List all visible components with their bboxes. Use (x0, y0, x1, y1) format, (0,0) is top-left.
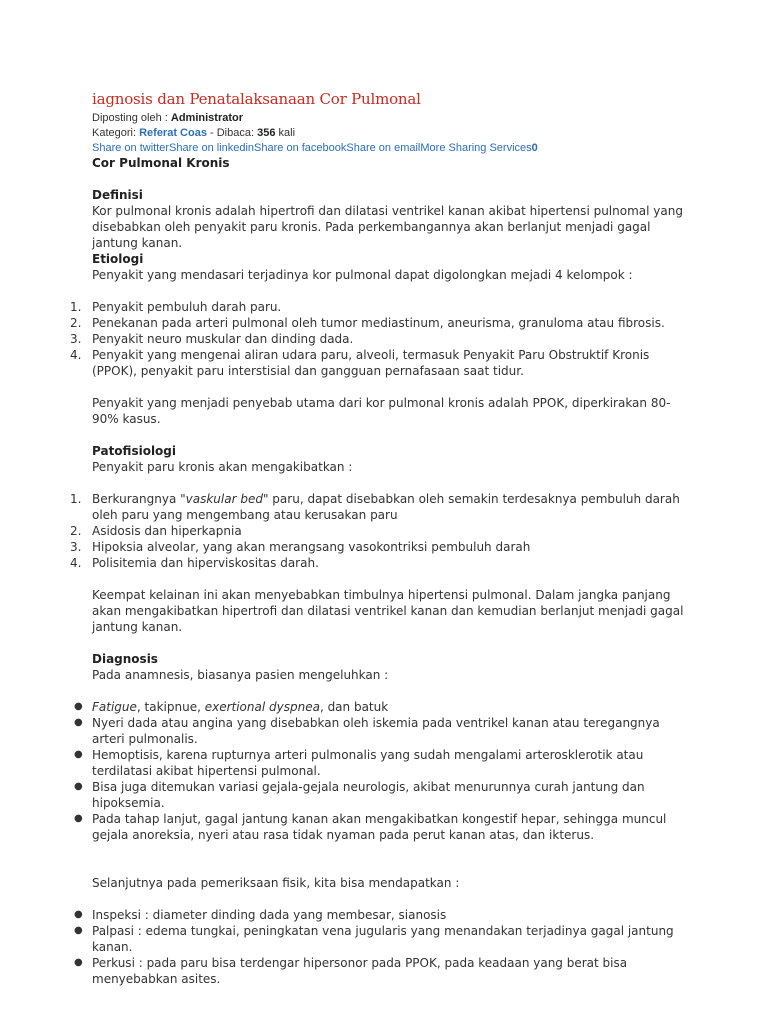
list-item (74, 811, 692, 843)
bullet-icon: ● (74, 909, 83, 920)
definisi-title: Definisi (92, 188, 143, 202)
etiologi-title: Etiologi (92, 252, 144, 266)
list-item-text: Polisitemia dan hiperviskositas darah. (92, 556, 319, 570)
list-item-text: Penyakit neuro muskular dan dinding dada. (92, 332, 354, 346)
diagnosis-title: Diagnosis (92, 652, 158, 666)
anamnesis-list (74, 699, 692, 843)
read-label: - Dibaca: (206, 127, 258, 139)
list-item (74, 747, 692, 779)
patofisiologi-closing: Keempat kelainan ini akan menyebabkan timbulnya hipertensi pulmonal. Dalam jangka panjang akan mengakibatkan hipertrofi dan dilatasi ventrikel kanan dan kemudian berlanjut menjadi gagal jantung kanan. (92, 588, 684, 634)
list-item-text: Perkusi : pada paru bisa terdengar hipersonor pada PPOK, pada keadaan yang berat bisa menyebabkan asites. (92, 956, 628, 986)
list-item (70, 523, 692, 539)
list-number: 2. (70, 524, 82, 538)
list-number: 2. (70, 316, 82, 330)
list-item-text: Hipoksia alveolar, yang akan merangsang vasokontriksi pembuluh darah (92, 540, 531, 554)
list-item-text: Inspeksi : diameter dinding dada yang membesar, sianosis (92, 908, 447, 922)
bullet-icon: ● (74, 925, 83, 936)
list-item (70, 299, 692, 315)
list-item (70, 539, 692, 555)
share-count: 0 (531, 142, 538, 154)
list-item-text: Nyeri dada atau angina yang disebabkan oleh iskemia pada ventrikel kanan atau teregangnya arteri pulmonalis. (92, 716, 660, 746)
list-item-text: Pada tahap lanjut, gagal jantung kanan akan mengakibatkan kongestif hepar, sehingga muncul gejala anoreksia, nyeri atau rasa tidak nyaman pada perut kanan atas, dan ikterus. (92, 812, 667, 842)
section-heading: Cor Pulmonal Kronis (92, 156, 230, 170)
patofisiologi-intro: Penyakit paru kronis akan mengakibatkan : (92, 460, 353, 474)
list-number: 1. (70, 492, 82, 506)
bullet-icon: ● (74, 749, 83, 760)
list-number: 1. (70, 300, 82, 314)
list-item (70, 491, 692, 523)
article-title: iagnosis dan Penatalaksanaan Cor Pulmonal (92, 90, 421, 108)
list-item (74, 715, 692, 747)
list-item-text: Palpasi : edema tungkai, peningkatan vena jugularis yang menandakan terjadinya gagal jantung kanan. (92, 924, 674, 954)
list-item-text: Bisa juga ditemukan variasi gejala-gejala neurologis, akibat menurunnya curah jantung dan hipoksemia. (92, 780, 645, 810)
fisik-intro: Selanjutnya pada pemeriksaan fisik, kita bisa mendapatkan : (92, 876, 460, 890)
bullet-icon: ● (74, 701, 83, 712)
list-item (70, 315, 692, 331)
diagnosis-intro: Pada anamnesis, biasanya pasien mengeluhkan : (92, 668, 389, 682)
read-count: 356 (257, 127, 276, 139)
list-number: 4. (70, 556, 82, 570)
list-item-text: Berkurangnya "vaskular bed" paru, dapat disebabkan oleh semakin terdesaknya pembuluh darah oleh paru yang mengembang atau kerusakan paru (92, 492, 680, 522)
list-item-text: Penyakit pembuluh darah paru. (92, 300, 282, 314)
definisi-text: Kor pulmonal kronis adalah hipertrofi dan dilatasi ventrikel kanan akibat hipertensi pulnomal yang disebabkan oleh penyakit paru kronis. Pada perkembangannya akan berlanjut menjadi gagal jantung kanan. (92, 204, 683, 250)
list-item (70, 347, 692, 379)
list-item-text: Penekanan pada arteri pulmonal oleh tumor mediastinum, aneurisma, granuloma atau fibrosis. (92, 316, 665, 330)
list-item (74, 907, 692, 923)
list-item-text: Hemoptisis, karena rupturnya arteri pulmonalis yang sudah mengalami arterosklerotik atau terdilatasi akibat hipertensi pulmonal. (92, 748, 644, 778)
etiologi-intro: Penyakit yang mendasari terjadinya kor pulmonal dapat digolongkan mejadi 4 kelompok : (92, 268, 633, 282)
posted-by-author: Administrator (170, 112, 244, 124)
list-number: 3. (70, 332, 82, 346)
list-item (74, 955, 692, 987)
etiologi-closing: Penyakit yang menjadi penyebab utama dari kor pulmonal kronis adalah PPOK, diperkirakan 80-90% kasus. (92, 396, 671, 426)
list-item (70, 555, 692, 571)
list-item-text: Fatigue, takipnue, exertional dyspnea, dan batuk (92, 700, 389, 714)
list-number: 4. (70, 348, 82, 362)
list-item (74, 923, 692, 955)
posted-by-label: Diposting oleh : (92, 112, 171, 124)
category-link[interactable]: Referat Coas (139, 127, 207, 139)
posted-by-line (92, 112, 243, 124)
bullet-icon: ● (74, 813, 83, 824)
patofisiologi-list (70, 491, 692, 571)
category-label: Kategori: (92, 127, 140, 139)
patofisiologi-title: Patofisiologi (92, 444, 177, 458)
bullet-icon: ● (74, 957, 83, 968)
list-item (74, 699, 692, 715)
etiologi-list (70, 299, 692, 379)
share-links-text[interactable]: Share on twitterShare on linkedinShare on facebookShare on emailMore Sharing Services (92, 142, 532, 154)
article-body (70, 155, 692, 987)
share-links (92, 142, 538, 154)
bullet-icon: ● (74, 781, 83, 792)
list-item (70, 331, 692, 347)
list-number: 3. (70, 540, 82, 554)
list-item (74, 779, 692, 811)
list-item-text: Asidosis dan hiperkapnia (92, 524, 242, 538)
read-unit: kali (275, 127, 296, 139)
category-line (92, 127, 295, 139)
list-item-text: Penyakit yang mengenai aliran udara paru, alveoli, termasuk Penyakit Paru Obstruktif Kronis (PPOK), penyakit paru interstisial dan gangguan pernafasaan saat tidur. (92, 348, 650, 378)
bullet-icon: ● (74, 717, 83, 728)
fisik-list (74, 907, 692, 987)
